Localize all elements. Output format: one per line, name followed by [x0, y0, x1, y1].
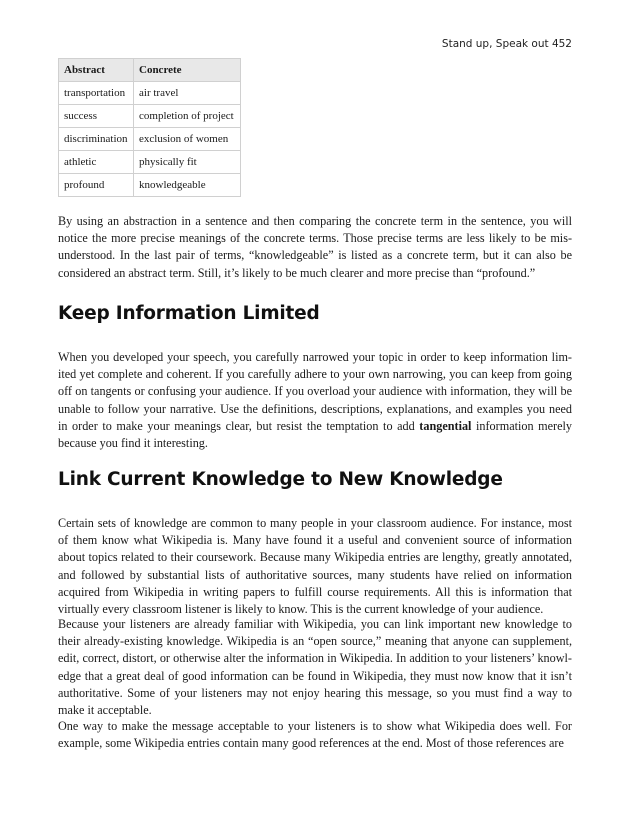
table-cell: exclusion of women	[134, 128, 241, 151]
abstract-concrete-table	[58, 58, 241, 197]
table-header: Abstract	[59, 59, 134, 82]
table-row	[59, 82, 241, 105]
table-row	[59, 174, 241, 197]
paragraph-text: When you developed your speech, you carefully narrowed your topic in order to keep information lim-ited yet complete and coherent. If you carefully adhere to your own narrowing, you can keep from going off on tangents or confusing your audience. If you overload your audience with information, they will be unable to follow your narrative. Use the definitions, descriptions, explanations, and examples you need in order to make your meanings clear, but resist the temptation to add	[58, 350, 572, 433]
section-heading: Keep Information Limited	[58, 303, 320, 324]
running-head: Stand up, Speak out 452	[441, 38, 572, 50]
paragraph: Certain sets of knowledge are common to many people in your classroom audience. For instance, most of them know what Wikipedia is. Many have found it a useful and convenient source of information about topics related to their coursework. Because many Wikipedia entries are lengthy, greatly annotated, and followed by substantial lists of authoritative sources, many students have relied on information acquired from Wikipedia in writing papers to fulfill course requirements. All this is information that virtually every classroom listener is likely to know. This is the current knowledge of your audience.	[58, 516, 572, 617]
section-heading: Link Current Knowledge to New Knowledge	[58, 469, 503, 490]
table-header: Concrete	[134, 59, 241, 82]
table-cell: physically fit	[134, 151, 241, 174]
paragraph: Because your listeners are already familiar with Wikipedia, you can link important new knowledge to their already-existing knowledge. Wikipedia is an “open source,” meaning that anyone can supplement, edit, correct, distort, or otherwise alter the information in Wikipedia. In addition to your listeners’ knowl-edge that a great deal of good information can be found in Wikipedia, they must now know that it isn’t authoritative. Some of your listeners may not enjoy hearing this message, so you must find a way to make it acceptable.	[58, 617, 572, 718]
paragraph-text: information merely because you find it interesting.	[58, 418, 572, 451]
table-cell: air travel	[134, 82, 241, 105]
table-cell: profound	[59, 174, 134, 197]
paragraph: One way to make the message acceptable to your listeners is to show what Wikipedia does well. For example, some Wikipedia entries contain many good references at the end. Most of those references are	[58, 719, 572, 751]
table-cell: success	[59, 105, 134, 128]
paragraph: By using an abstraction in a sentence and then comparing the concrete term in the sentence, you will notice the more precise meanings of the concrete terms. Those precise terms are less likely to be mis-understood. In the last pair of terms, “knowledgeable” is listed as a concrete term, but it can also be considered an abstract term. Still, it’s likely to be much clearer and more precise than “profound.”	[58, 214, 572, 280]
table-cell: transportation	[59, 82, 134, 105]
key-term: tangential	[419, 418, 472, 433]
table-row	[59, 128, 241, 151]
table-cell: athletic	[59, 151, 134, 174]
paragraph	[58, 349, 572, 452]
table-cell: knowledgeable	[134, 174, 241, 197]
table-header-row	[59, 59, 241, 82]
table-cell: completion of project	[134, 105, 241, 128]
table-cell: discrimination	[59, 128, 134, 151]
table-row	[59, 151, 241, 174]
table-row	[59, 105, 241, 128]
